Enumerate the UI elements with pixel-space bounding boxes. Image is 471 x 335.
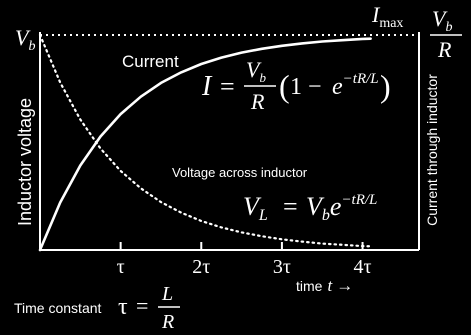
x-tick-label-4: 4τ (353, 256, 372, 278)
left-axis-mark: $V_b$ (15, 25, 36, 54)
current-eq-lhs: I (202, 71, 212, 102)
current-eq-paren-close: ) (380, 68, 391, 104)
voltage-equation (243, 192, 377, 224)
time-constant-den: R (162, 311, 175, 333)
current-eq-equals: = (220, 72, 235, 101)
current-eq-one-minus: 1 − (290, 74, 322, 100)
right-ratio-denominator: R (438, 37, 452, 62)
voltage-eq-lhs: VL (243, 192, 268, 224)
current-equation (201, 57, 391, 114)
x-ticks (117, 242, 372, 278)
current-eq-exp: $e^{-tR/L}$ (332, 71, 379, 100)
current-eq-paren-open: ( (279, 68, 290, 104)
series-label-current: Current (122, 52, 179, 71)
voltage-eq-rhs: Vbe$^{-tR/L}$ (306, 192, 378, 224)
series-label-voltage: Voltage across inductor (172, 165, 308, 180)
current-eq-frac-den: R (251, 89, 265, 114)
x-tick-label-3: 3τ (272, 256, 291, 278)
x-tick-label-1: τ (116, 256, 125, 278)
x-axis-label: time t → (296, 276, 354, 295)
y-axis-label-left: Inductor voltage (15, 97, 35, 227)
x-tick-label-2: 2τ (192, 256, 211, 278)
time-constant-equals: = (136, 293, 149, 318)
right-ratio-numerator: $V_b$ (432, 6, 453, 35)
voltage-eq-equals: = (283, 192, 298, 221)
right-axis-mark: $I_{max}$ (372, 2, 404, 31)
time-constant-num: L (162, 283, 174, 305)
time-constant (14, 283, 180, 333)
y-axis-label-right: Current through inductor (424, 74, 440, 226)
time-constant-label: Time constant (14, 300, 102, 316)
time-constant-symbol: τ (118, 294, 128, 320)
right-ratio (430, 6, 462, 62)
current-eq-frac-num: $V_b$ (246, 57, 266, 85)
